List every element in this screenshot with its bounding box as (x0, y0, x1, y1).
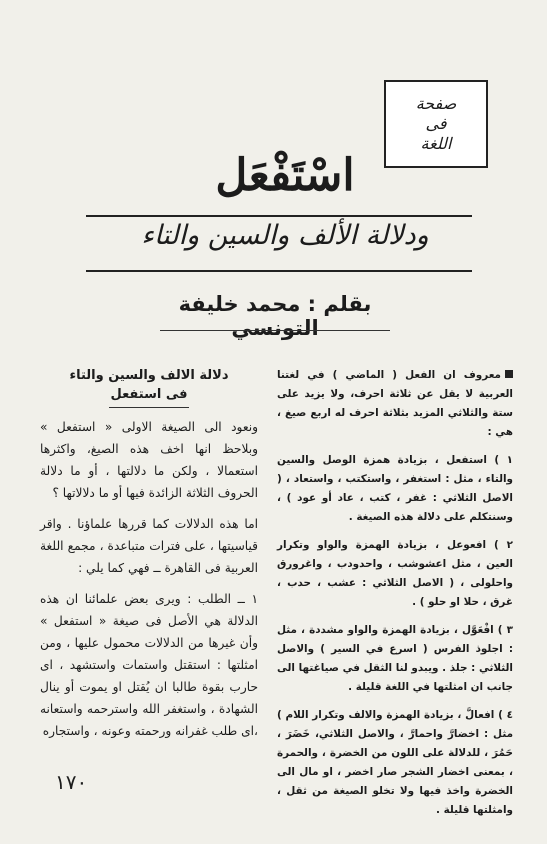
paragraph (277, 366, 513, 442)
section-heading-line-2: فى استفعل (110, 387, 188, 402)
paragraph: ونعود الى الصيغة الاولى « استفعل » وبلاحظ انها اخف هذه الصيغ، واكثرها استعمالا ، ولكن ما دلالتها ، أو ما دلالة الحروف الثلاثة الزائدة فيها أو ما دلالاتها ؟ (40, 420, 258, 500)
article-title: اسْتَفْعَل (215, 150, 355, 201)
section-heading: دلالة الالف والسين والتاء (69, 368, 229, 383)
title-divider-top (86, 215, 472, 217)
left-column (40, 366, 258, 751)
badge-line-3: اللغة (420, 134, 452, 153)
paragraph: ١ ــ الطلب : ويرى بعض علمائنا ان هذه الدلالة هي الأصل فى صيغة « استفعل » وأن غيرها من الدلالات محمول عليها ، ومن امثلتها : استقتل واستمات واستشهد ، اى حارب بقوة طالبا ان يُقتل او يموت أو ينال الشهادة ، واستغفر الله واسترحمه واستعانه ،اى طلب غفرانه ورحمته وعونه ، واستجاره (40, 592, 258, 738)
paragraph: ٤ ) افعالَّ ، بزيادة الهمزة والالف وتكرار اللام ) مثل : اخضارَّ واحمارَّ ، والاصل الثلاثي، خَضَرَ ، حَمُرَ ، للدلالة على اللون من الخضرة ، والحمرة ، بمعنى اخضار الشجر صار اخضر ، او مال الى الخضرة واخذ فيها ولا تخلو الصيغة من ثقل ، وامثلتها قليلة . (277, 709, 513, 816)
paragraph: ٢ ) افعوعل ، بزيادة الهمزة والواو وتكرار العين ، مثل اعشوشب ، واحدودب ، واغرورق واحلولى ، ( الاصل الثلاثي : عشب ، حدب ، غرق ، حلا او حلو ) . (277, 539, 513, 608)
section-heading-underline (109, 407, 189, 408)
right-column (277, 366, 513, 829)
badge-line-2: فى (425, 114, 447, 133)
article-subtitle: ودلالة الألف والسين والتاء (141, 220, 429, 251)
square-bullet-icon (505, 370, 513, 378)
page-number: ١٧٠ (55, 770, 88, 794)
paragraph: ١ ) استفعل ، بزيادة همزة الوصل والسين والتاء ، مثل : استغفر ، واستكتب ، واستعاد ، ( الاصل الثلاثي : غفر ، كتب ، عاد أو عود ) ، وسنتكلم على دلالة هذه الصيغة . (277, 454, 513, 523)
badge-line-1: صفحة (415, 94, 457, 113)
paragraph: ٣ ) افْعَوَّل ، بزيادة الهمزة والواو مشددة ، مثل : اجلوذ الفرس ( اسرع في السير ) والاصل الثلاثي : جلذ . ويبدو لنا الثقل في صياغتها الى جانب ان امثلتها في اللغة قليلة . (277, 624, 513, 693)
paragraph: اما هذه الدلالات كما قررها علماؤنا . واقر قياسيتها ، على فترات متباعدة ، مجمع اللغة العربية فى القاهرة ــ فهي كما يلي : (40, 517, 258, 575)
title-divider-bottom (86, 270, 472, 272)
paragraph-text: معروف ان الفعل ( الماضي ) في لغتنا العربية لا يقل عن ثلاثة احرف، ولا يزيد على ستة والثلاثي المزيد بثلاثة احرف له اربع صيغ ، هي : (277, 369, 513, 438)
author-underline (160, 330, 390, 331)
author-byline: بقلم : محمد خليفة التونسي (178, 292, 372, 340)
